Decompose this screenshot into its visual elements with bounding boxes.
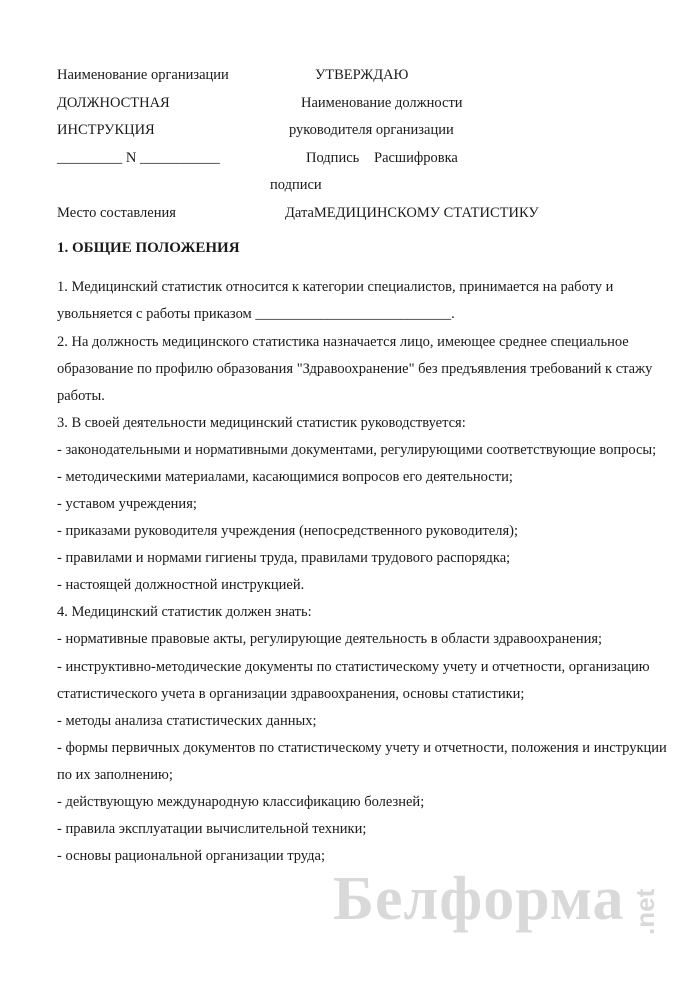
body-line: образование по профилю образования "Здравоохранение" без предъявления требований к стажу (57, 361, 653, 377)
body-line: - правила эксплуатации вычислительной техники; (57, 821, 367, 837)
body-line: статистического учета в организации здравоохранения, основы статистики; (57, 686, 525, 702)
body-line: 3. В своей деятельности медицинский статистик руководствуется: (57, 415, 466, 431)
doc-type-line2: ИНСТРУКЦИЯ (57, 122, 155, 138)
body-line: - уставом учреждения; (57, 496, 197, 512)
place-label: Место составления (57, 205, 176, 221)
body-line: - методическими материалами, касающимися вопросов его деятельности; (57, 469, 513, 485)
body-line: по их заполнению; (57, 767, 173, 783)
signature-label: Подпись (306, 150, 360, 166)
body-line: 1. Медицинский статистик относится к категории специалистов, принимается на работу и (57, 279, 614, 295)
date-title-label: ДатаМЕДИЦИНСКОМУ СТАТИСТИКУ (285, 205, 539, 221)
body-line: 4. Медицинский статистик должен знать: (57, 604, 312, 620)
body-line: - нормативные правовые акты, регулирующие деятельность в области здравоохранения; (57, 631, 603, 647)
body-line: 2. На должность медицинского статистика назначается лицо, имеющее среднее специальное (57, 334, 629, 350)
body-line: увольняется с работы приказом ___________________________. (57, 306, 455, 322)
org-name-label: Наименование организации (57, 67, 229, 83)
body-line: - методы анализа статистических данных; (57, 713, 317, 729)
section-heading: 1. ОБЩИЕ ПОЛОЖЕНИЯ (57, 240, 240, 256)
body-line: - приказами руководителя учреждения (непосредственного руководителя); (57, 523, 518, 539)
watermark-logo: Белформа (333, 865, 625, 933)
body-line: - законодательными и нормативными документами, регулирующими соответствующие вопросы; (57, 442, 657, 458)
body-line: - действующую международную классификацию болезней; (57, 794, 425, 810)
decryption-label: Расшифровка (374, 150, 458, 166)
body-line: - формы первичных документов по статистическому учету и отчетности, положения и инструкции (57, 740, 667, 756)
body-line: работы. (57, 388, 105, 404)
body-line: - настоящей должностной инструкцией. (57, 577, 305, 593)
body-line: - правилами и нормами гигиены труда, правилами трудового распорядка; (57, 550, 511, 566)
body-line: - инструктивно-методические документы по статистическому учету и отчетности, организацию (57, 659, 650, 675)
doc-number-line: _________ N ___________ (57, 150, 220, 166)
approve-label: УТВЕРЖДАЮ (315, 67, 409, 83)
position-title-label: Наименование должности (301, 95, 463, 111)
doc-type-line1: ДОЛЖНОСТНАЯ (57, 95, 170, 111)
watermark-tld: .net (630, 888, 660, 935)
head-of-org-label: руководителя организации (289, 122, 454, 138)
body-line: - основы рациональной организации труда; (57, 848, 325, 864)
signature-word-label: подписи (270, 177, 322, 193)
